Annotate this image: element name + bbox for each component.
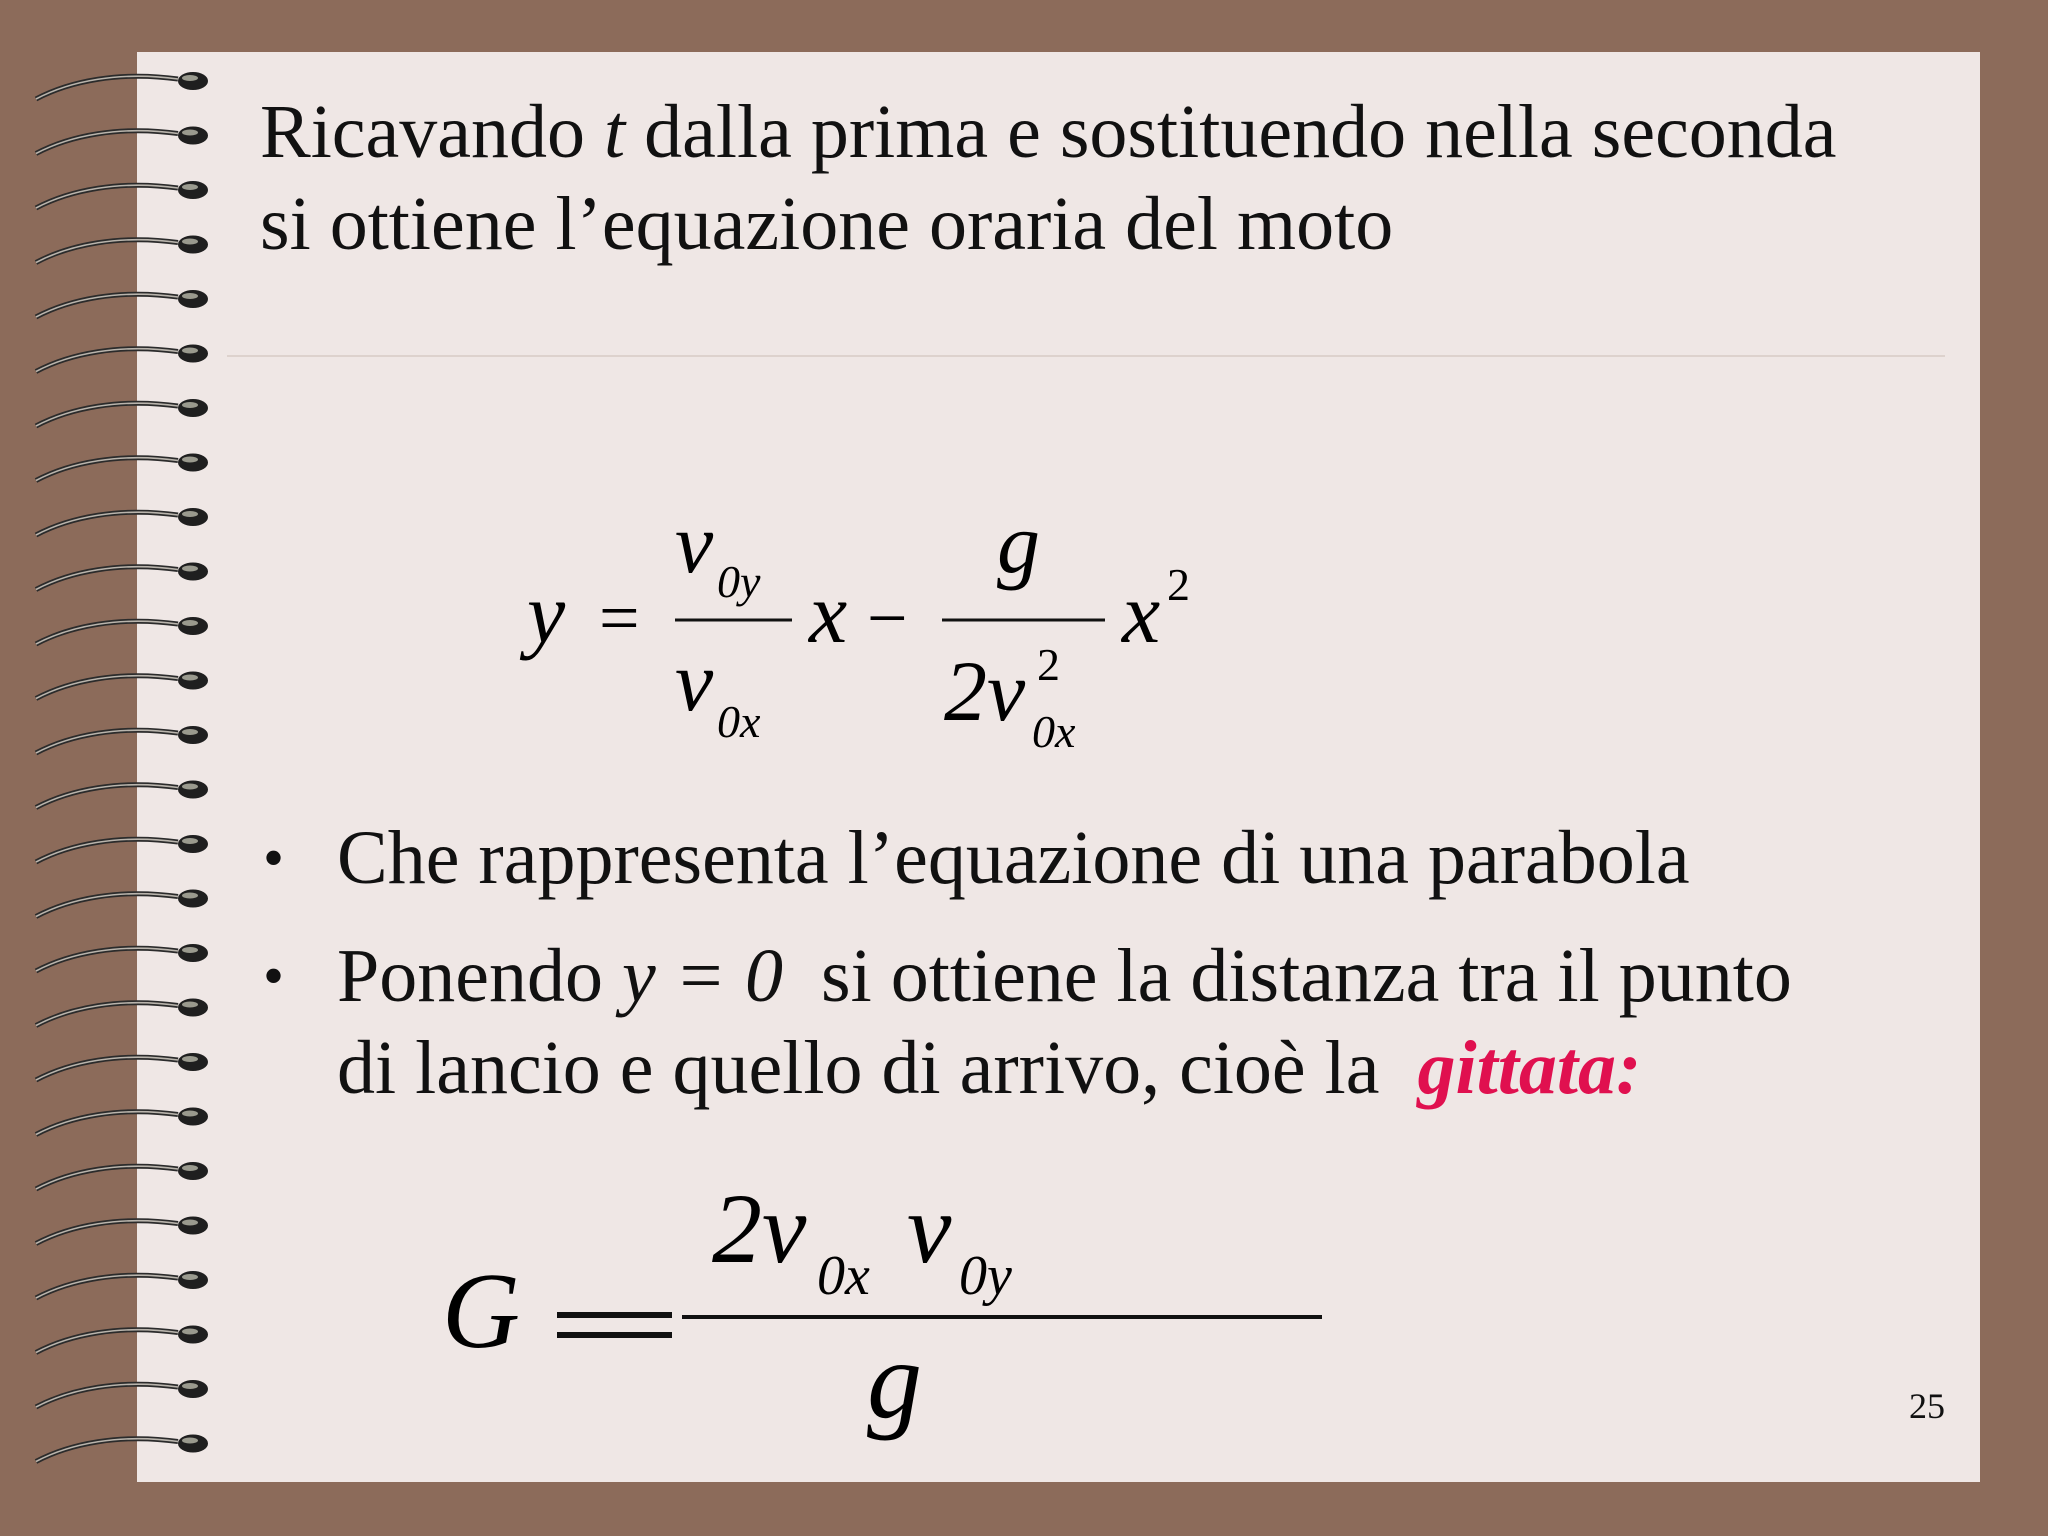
eq2-den: g (867, 1319, 922, 1441)
eq1-frac2-den: 2v (944, 643, 1026, 739)
spiral-ring (36, 1162, 208, 1189)
slide-page (137, 52, 1980, 1482)
title-line-1 (260, 86, 1960, 178)
eq2-num-coef: 2v (712, 1173, 807, 1284)
gittata-highlight: gittata: (1417, 1026, 1642, 1110)
spiral-ring (36, 617, 208, 644)
eq1-minus: − (867, 578, 908, 658)
bullet-dot: • (263, 943, 285, 1009)
spiral-ring (36, 1380, 208, 1407)
bullet-list (257, 812, 1937, 1140)
eq1-lhs: y (527, 565, 566, 661)
spiral-ring (36, 127, 208, 154)
eq2-num-sub2: 0y (959, 1245, 1012, 1307)
title-line-2: si ottiene l’equazione oraria del moto (260, 182, 1394, 266)
bullet-item-1 (257, 812, 1937, 904)
spiral-ring (36, 345, 208, 372)
spiral-binding (30, 52, 230, 1482)
eq1-frac2-den-sub: 0x (1032, 706, 1076, 757)
title-divider (227, 355, 1945, 357)
eq2-num-sub1: 0x (817, 1245, 870, 1307)
eq1-x2: x (1122, 565, 1161, 661)
eq1-frac1-num-sub: 0y (717, 556, 761, 607)
eq1-frac2-num: g (997, 495, 1040, 591)
eq2-lhs: G (442, 1252, 520, 1371)
bullet-2-text: Ponendo (337, 934, 622, 1018)
slide-title (260, 86, 1960, 270)
title-variable: t (604, 90, 626, 174)
spiral-ring (36, 181, 208, 208)
bullet-1-text: Che rappresenta l’equazione di una parabola (337, 816, 1690, 900)
spiral-ring (36, 781, 208, 808)
eq2-num-v2: v (907, 1173, 952, 1284)
spiral-ring (36, 72, 208, 99)
spiral-ring (36, 1053, 208, 1080)
spiral-ring (36, 236, 208, 263)
title-text-cont: dalla prima e sostituendo nella seconda (625, 90, 1837, 174)
bullet-2-line-2-text: di lancio e quello di arrivo, cioè la (337, 1026, 1418, 1110)
eq1-frac1-den: v (675, 633, 714, 729)
eq1-frac2-den-sup: 2 (1037, 639, 1060, 690)
bullet-2-math: y = 0 (622, 934, 784, 1018)
spiral-ring (36, 399, 208, 426)
spiral-ring (36, 1217, 208, 1244)
bullet-2-line-1 (337, 930, 1937, 1022)
spiral-ring (36, 508, 208, 535)
eq1-equals: = (599, 578, 640, 658)
bullet-2-line-2 (337, 1022, 1937, 1114)
spiral-ring (36, 1108, 208, 1135)
spiral-ring (36, 290, 208, 317)
spiral-ring (36, 1271, 208, 1298)
eq1-x: x (809, 565, 848, 661)
spiral-ring (36, 1326, 208, 1353)
bullet-item-2 (257, 930, 1937, 1114)
spiral-ring (36, 890, 208, 917)
spiral-ring (36, 454, 208, 481)
spiral-ring (36, 563, 208, 590)
eq1-x2-sup: 2 (1167, 559, 1190, 610)
spiral-ring (36, 999, 208, 1026)
spiral-ring (36, 835, 208, 862)
spiral-ring (36, 944, 208, 971)
trajectory-equation (377, 452, 1217, 792)
page-number: 25 (1909, 1386, 1945, 1426)
spiral-ring (36, 726, 208, 753)
bullet-dot: • (263, 825, 285, 891)
spiral-ring (36, 672, 208, 699)
eq1-frac1-den-sub: 0x (717, 696, 761, 747)
title-text: Ricavando (260, 90, 605, 174)
range-equation (432, 1122, 1352, 1452)
spiral-ring (36, 1435, 208, 1462)
bullet-2-text-cont: si ottiene la distanza tra il punto (783, 934, 1792, 1018)
eq1-frac1-num: v (675, 495, 714, 591)
